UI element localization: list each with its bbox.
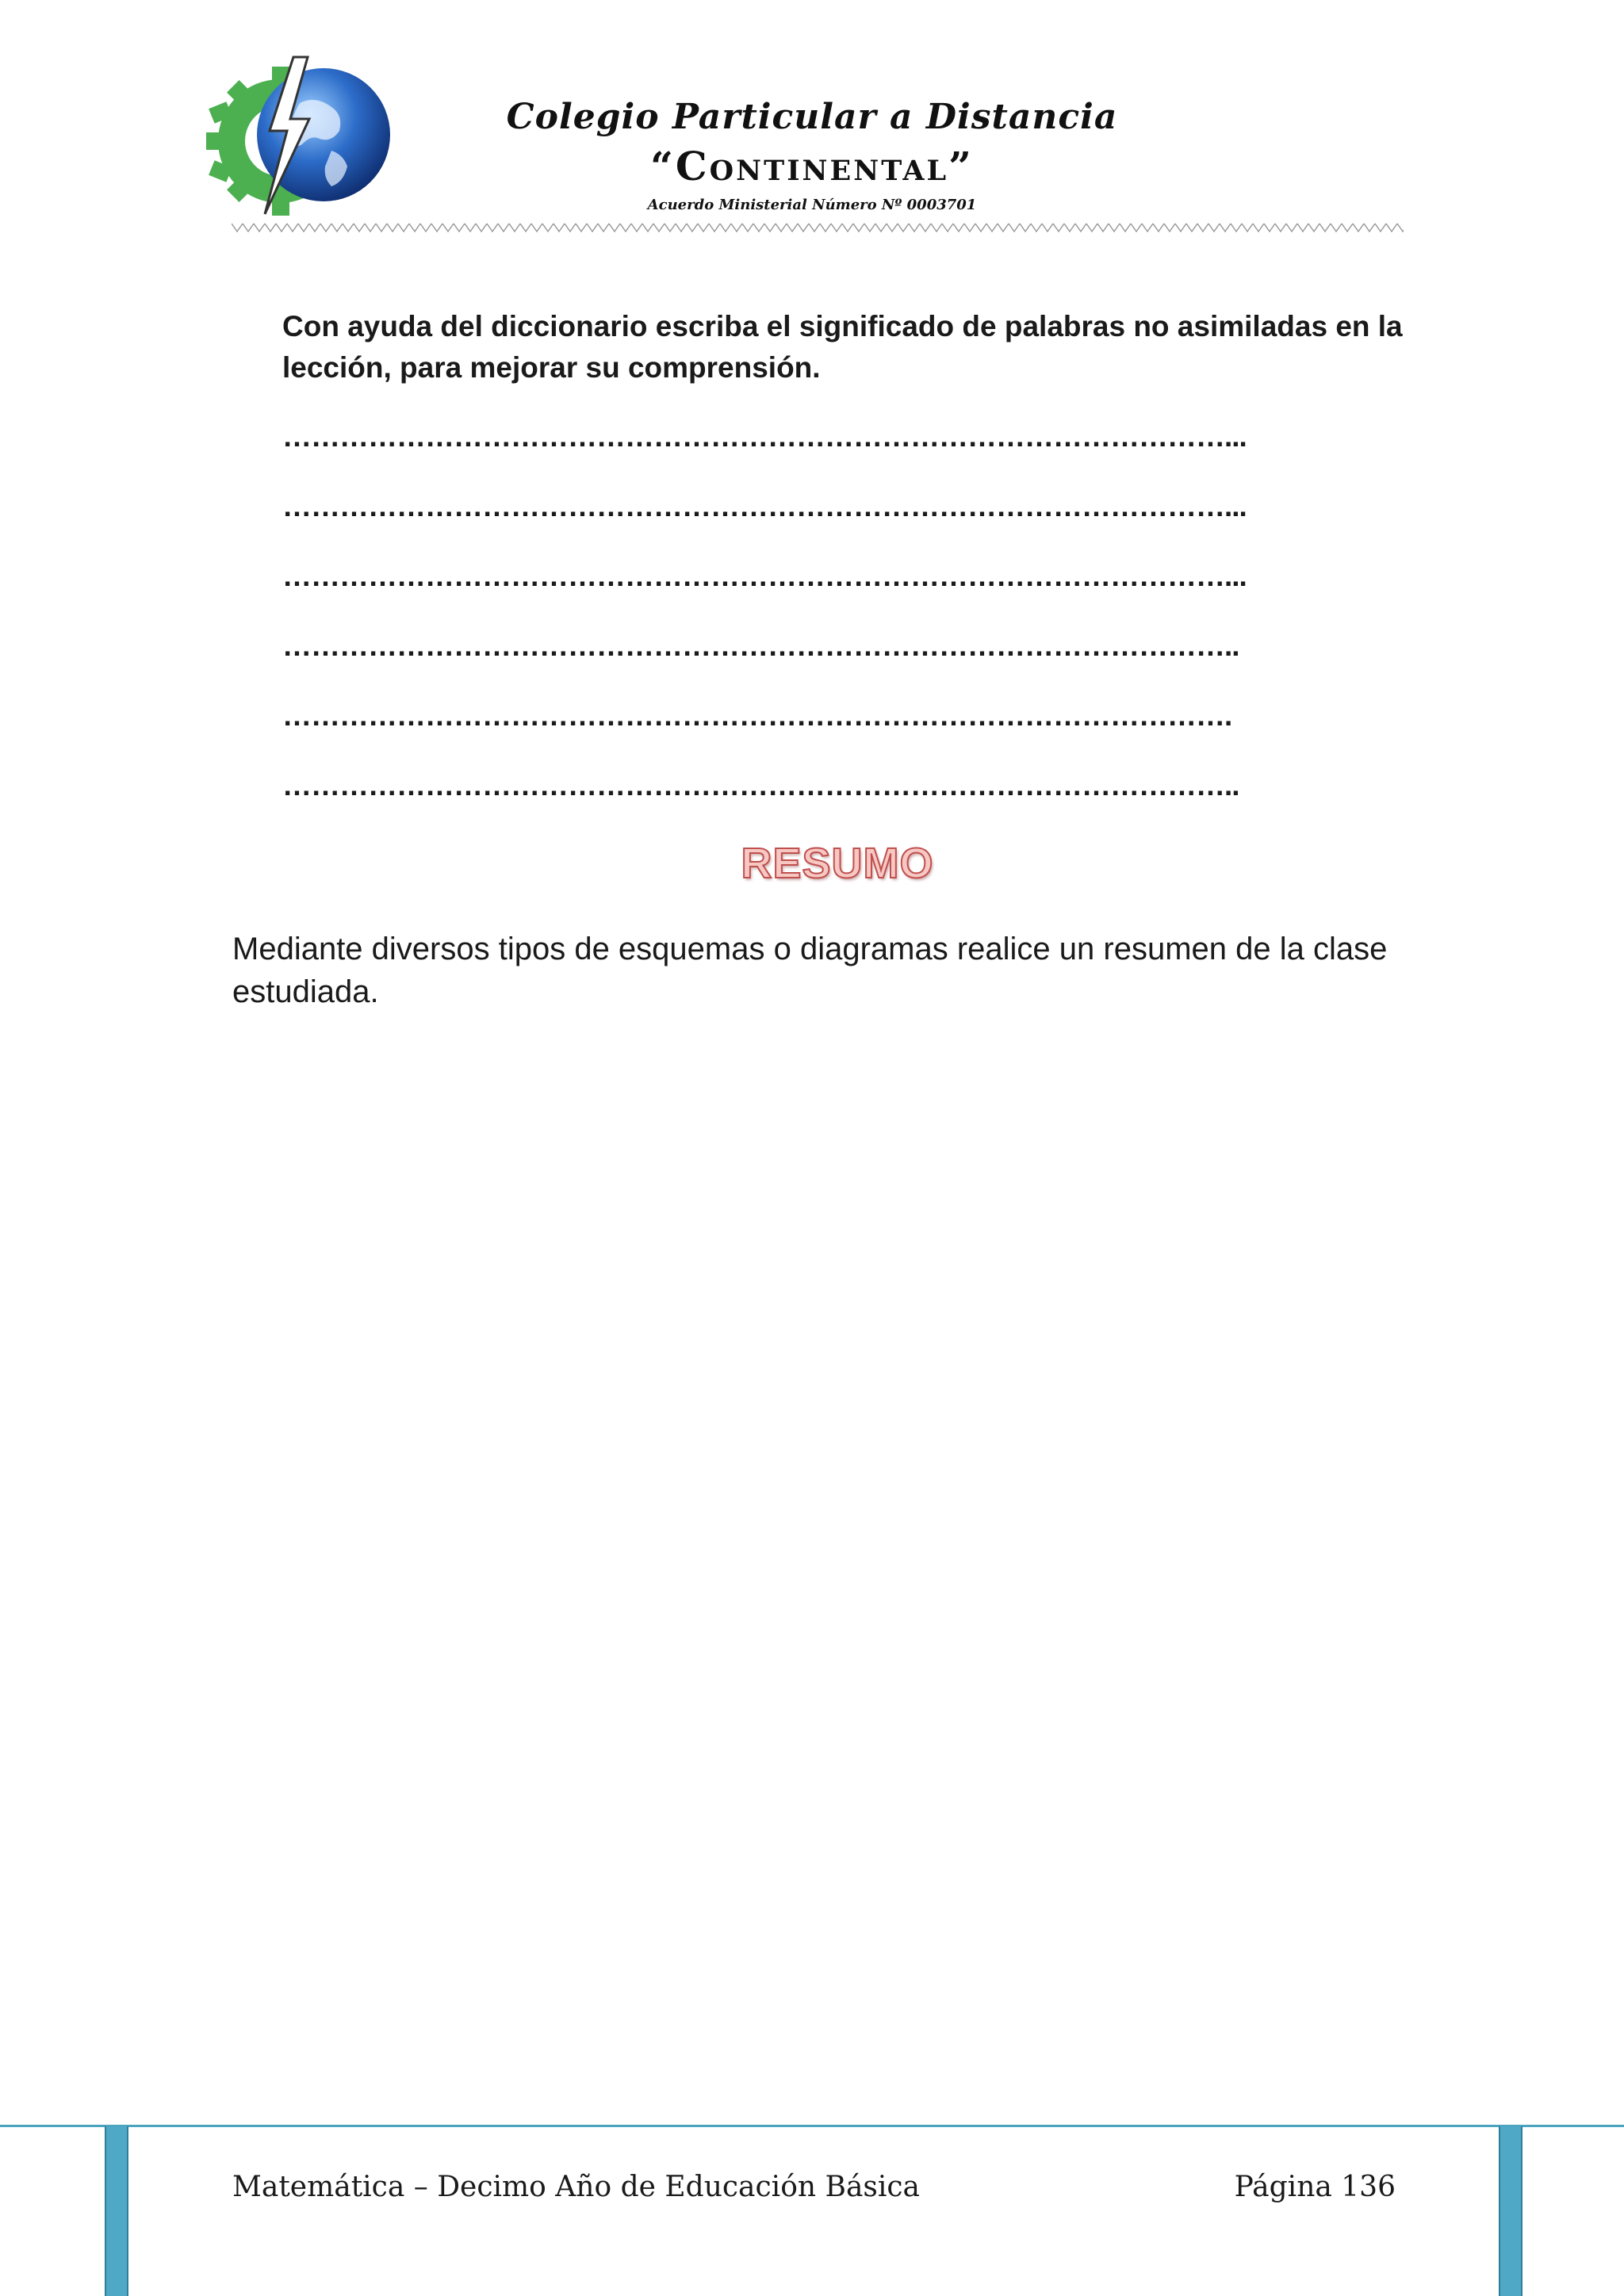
school-name: Colegio Particular a Distancia (506, 97, 1118, 137)
school-subtitle: “Continental” (650, 143, 974, 189)
answer-line-6[interactable]: ……………………………………………………………………………………….. (282, 769, 1239, 802)
answer-line-2[interactable]: ………………………………………………………………………………………... (282, 490, 1247, 522)
answer-line-4[interactable]: ……………………………………………………………………………………….. (282, 629, 1239, 662)
summary-instruction: Mediante diversos tipos de esquemas o diagramas realice un resumen de la clase estudiada. (232, 932, 1388, 1009)
header-divider (232, 219, 1404, 236)
answer-line-5[interactable]: ………………………………………………………………………………………. (282, 699, 1232, 732)
page-header (0, 0, 1624, 254)
answer-line-3[interactable]: ………………………………………………………………………………………... (282, 560, 1247, 592)
answer-line-1[interactable]: ………………………………………………………………………………………... (282, 420, 1247, 453)
footer-page-number: Página 136 (1234, 2171, 1396, 2203)
footer-bar-left (105, 2126, 128, 2296)
footer-subject: Matemática – Decimo Año de Educación Básica (232, 2171, 921, 2203)
footer-bar-right (1499, 2126, 1522, 2296)
footer-divider (0, 2125, 1624, 2127)
resumo-heading: RESUMO (741, 840, 934, 887)
ministerial-agreement: Acuerdo Ministerial Número Nº 0003701 (647, 197, 977, 213)
vocabulary-instruction: Con ayuda del diccionario escriba el significado de palabras no asimiladas en la lección, para mejorar su comprensión. (282, 310, 1403, 384)
